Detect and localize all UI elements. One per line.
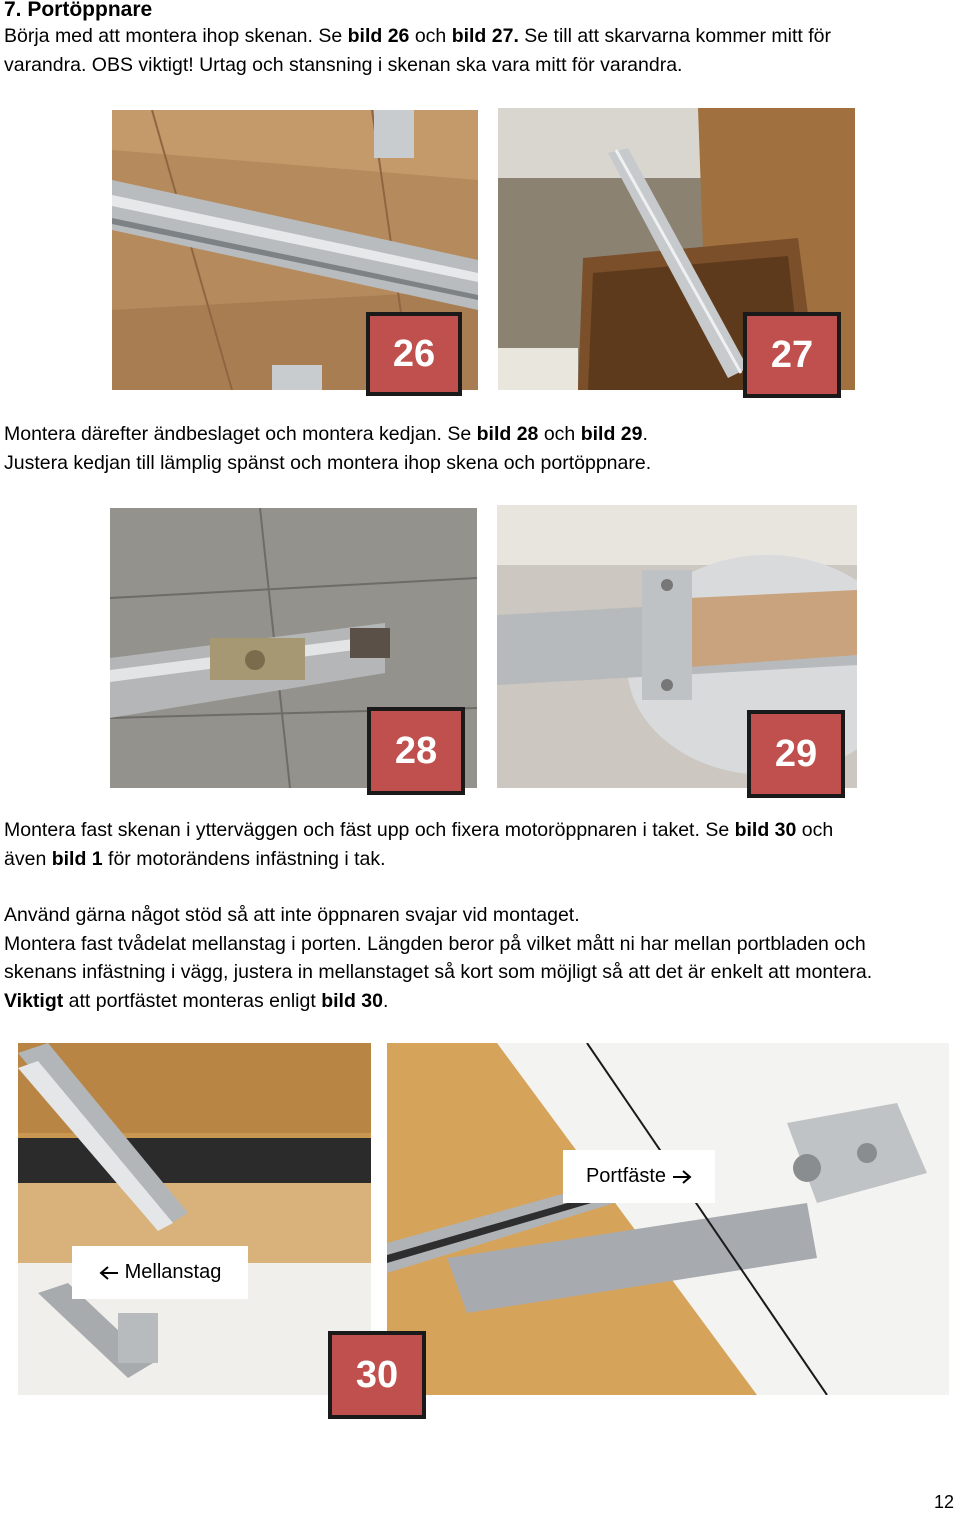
paragraph-wall-mount — [4, 816, 833, 873]
bold-text-run: bild 26 — [347, 25, 410, 47]
figure-26-badge: 26 — [366, 312, 462, 396]
text-run: att portfästet monteras enligt — [63, 989, 322, 1012]
callout-mellanstag-label: Mellanstag — [124, 1261, 222, 1283]
text-run: Justera kedjan till lämplig spänst och montera ihop skena och portöppnare. — [4, 451, 652, 474]
text-run: . — [382, 989, 389, 1012]
figure-27-badge: 27 — [743, 312, 841, 398]
figure-28-badge: 28 — [367, 707, 465, 795]
bold-text-run: bild 28 — [476, 423, 539, 445]
text-run: och — [538, 423, 581, 445]
paragraph-chain — [4, 420, 651, 477]
text-run: även — [4, 847, 52, 870]
text-run: Se till att skarvarna kommer mitt för — [518, 25, 831, 47]
bold-text-run: bild 27. — [451, 25, 519, 47]
callout-portfaste — [563, 1150, 715, 1203]
text-run: och — [796, 819, 834, 841]
photo-door-bracket — [387, 1043, 949, 1395]
text-run: skenans infästning i vägg, justera in mellanstaget så kort som möjligt så att det är enkelt att montera. — [4, 961, 873, 983]
bold-text-run: bild 30 — [321, 989, 383, 1012]
bold-text-run: bild 1 — [51, 847, 103, 870]
text-run: varandra. OBS viktigt! Urtag och stansning i skenan ska vara mitt för varandra. — [4, 53, 683, 76]
photo-intermediate-strut — [18, 1043, 371, 1395]
paragraph-support — [4, 901, 872, 1015]
figure-30-badge: 30 — [328, 1331, 426, 1419]
figure-29-badge: 29 — [747, 710, 845, 798]
right-arrow-icon — [672, 1169, 692, 1185]
bold-text-run: bild 29 — [580, 423, 643, 445]
text-run: . — [642, 423, 648, 445]
text-run: Montera fast skenan i ytterväggen och fäst upp och fixera motoröppnaren i taket. Se — [4, 819, 735, 841]
text-run: Börja med att montera ihop skenan. Se — [4, 25, 348, 47]
bold-text-run: Viktigt — [4, 989, 64, 1012]
left-arrow-icon — [99, 1265, 119, 1281]
text-run: Montera fast tvådelat mellanstag i porten. Längden beror på vilket mått ni har mellan portbladen och — [4, 932, 866, 955]
text-run: för motorändens infästning i tak. — [102, 847, 386, 870]
text-run: och — [409, 25, 452, 47]
bold-text-run: bild 30 — [734, 819, 797, 841]
callout-mellanstag — [72, 1246, 248, 1299]
page-number: 12 — [933, 1492, 954, 1512]
text-run: Montera därefter ändbeslaget och montera kedjan. Se — [4, 423, 477, 445]
text-run: Använd gärna något stöd så att inte öppnaren svajar vid montaget. — [4, 904, 580, 926]
paragraph-intro — [4, 22, 831, 79]
section-heading: 7. Portöppnare — [4, 0, 153, 21]
callout-portfaste-label: Portfäste — [585, 1165, 667, 1187]
